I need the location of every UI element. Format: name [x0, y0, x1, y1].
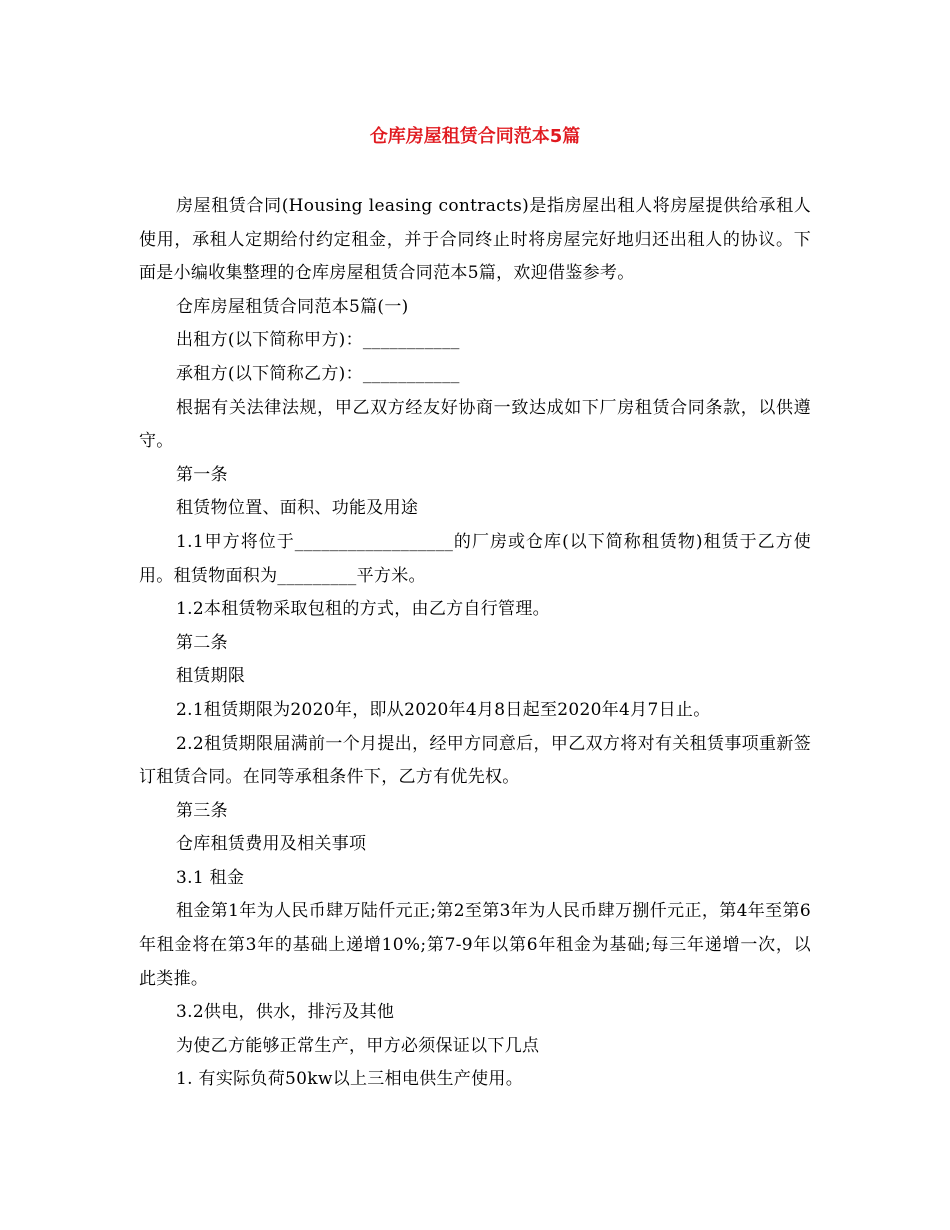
- article-2-subject: 租赁期限: [176, 666, 246, 687]
- document-body: [139, 190, 811, 1097]
- clause-3-1-text: 租金第1年为人民币肆万陆仟元正;第2至第3年为人民币肆万捌仟元正，第4年至第6年租金将在第3年的基础上递增10%;第7-9年以第6年租金为基础;每三年递增一次，以此类推。: [139, 901, 811, 989]
- clause-3-2-heading: 3.2供电，供水，排污及其他: [176, 1002, 395, 1023]
- article-3-heading: 第三条: [176, 800, 228, 821]
- clause-3-2-intro: 为使乙方能够正常生产，甲方必须保证以下几点: [176, 1035, 540, 1056]
- article-3-subject: 仓库租赁费用及相关事项: [176, 834, 367, 855]
- lessee-line: 承租方(以下简称乙方)：___________: [176, 363, 460, 384]
- article-2-heading: 第二条: [176, 632, 228, 653]
- article-1-subject: 租赁物位置、面积、功能及用途: [176, 498, 419, 519]
- contract-heading: 仓库房屋租赁合同范本5篇(一): [176, 296, 409, 317]
- clause-1-1: 1.1甲方将位于__________________的厂房或仓库(以下简称租赁物)租赁于乙方使用。租赁物面积为_________平方米。: [139, 531, 811, 586]
- clause-2-1: 2.1租赁期限为2020年，即从2020年4月8日起至2020年4月7日止。: [176, 699, 711, 720]
- clause-2-2: 2.2租赁期限届满前一个月提出，经甲方同意后，甲乙双方将对有关租赁事项重新签订租赁合同。在同等承租条件下，乙方有优先权。: [139, 733, 811, 788]
- article-1-heading: 第一条: [176, 464, 228, 485]
- intro-paragraph: 房屋租赁合同(Housing leasing contracts)是指房屋出租人将房屋提供给承租人使用，承租人定期给付约定租金，并于合同终止时将房屋完好地归还出租人的协议。下面是小编收集整理的仓库房屋租赁合同范本5篇，欢迎借鉴参考。: [139, 196, 811, 284]
- clause-3-1-heading: 3.1 租金: [176, 867, 245, 888]
- preamble-paragraph: 根据有关法律法规，甲乙双方经友好协商一致达成如下厂房租赁合同条款，以供遵守。: [139, 397, 811, 452]
- document-title: 仓库房屋租赁合同范本5篇: [369, 126, 581, 147]
- clause-1-2: 1.2本租赁物采取包租的方式，由乙方自行管理。: [176, 599, 550, 620]
- clause-3-2-item-1: 1. 有实际负荷50kw以上三相电供生产使用。: [176, 1069, 524, 1090]
- lessor-line: 出租方(以下简称甲方)：___________: [176, 330, 460, 351]
